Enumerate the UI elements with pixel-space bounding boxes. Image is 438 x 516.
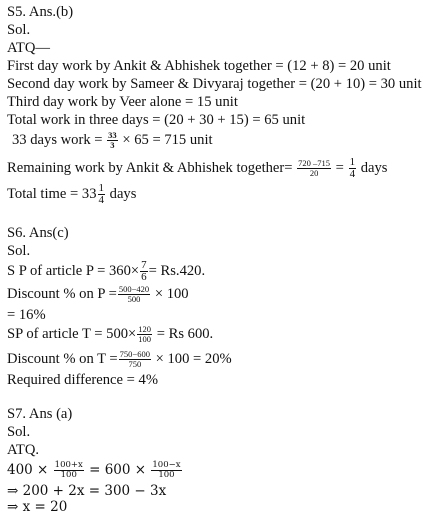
fraction-numerator: 1 [98, 182, 104, 194]
s5-line6-fraction-2 [349, 157, 357, 180]
s6-line5-fraction [119, 350, 151, 369]
s7-atq: ATQ. [7, 442, 40, 458]
s5-line6-suffix: days [360, 159, 388, 176]
s5-line7-suffix: days [109, 185, 137, 202]
s6-line4-prefix: SP of article T = 500× [7, 326, 137, 342]
s5-sol: Sol. [7, 22, 31, 38]
fraction-denominator: 6 [141, 271, 147, 283]
fraction-denominator: 100 [158, 470, 175, 480]
fraction-denominator: 4 [349, 168, 356, 180]
s6-title: S6. Ans(c) [7, 225, 69, 241]
s6-sol: Sol. [7, 243, 31, 259]
s5-line4: Total work in three days = (20 + 30 + 15) = 65 unit [7, 112, 306, 128]
s5-line5-prefix: 33 days work = [12, 132, 103, 148]
fraction-numerator: 7 [141, 259, 147, 271]
s6-line1-suffix: = Rs.420. [148, 262, 206, 279]
s5-line5-suffix: × 65 = 715 unit [122, 132, 213, 148]
s6-line2-prefix: Discount % on P = [7, 286, 117, 302]
s5-line5-fraction [107, 131, 118, 150]
s7-eq1-left: 400 × [7, 462, 49, 478]
s7-title: S7. Ans (a) [7, 406, 73, 422]
s7-sol: Sol. [7, 424, 31, 440]
s6-line1-fraction [140, 260, 148, 283]
s5-line3: Third day work by Veer alone = 15 unit [7, 94, 238, 110]
fraction-numerator: 720 –715 [298, 158, 331, 168]
s6-line2-suffix: × 100 [154, 286, 189, 302]
s7-eq1-fraction-1 [54, 461, 84, 480]
s6-line1-prefix: S P of article P = 360× [7, 262, 140, 279]
fraction-numerator: 500−420 [118, 284, 150, 295]
s6-line3: = 16% [7, 307, 46, 323]
s5-line1: First day work by Ankit & Abhishek together = (12 + 8) = 20 unit [7, 58, 391, 74]
fraction-numerator: 33 [108, 130, 117, 141]
s6-line5-prefix: Discount % on T = [7, 351, 118, 367]
s7-eq3: ⇒ x = 20 [7, 499, 68, 515]
fraction-numerator: 120 [138, 324, 152, 335]
s6-line5 [7, 350, 232, 369]
s5-title: S5. Ans.(b) [7, 4, 74, 20]
fraction-denominator: 500 [127, 294, 141, 305]
fraction-denominator: 3 [110, 140, 115, 151]
s5-line6 [7, 157, 387, 180]
s6-line2 [7, 285, 189, 304]
s5-line7 [7, 183, 136, 206]
fraction-numerator: 100−x [152, 460, 181, 470]
fraction-numerator: 1 [349, 156, 356, 168]
s6-line4-suffix: = Rs 600. [156, 326, 214, 342]
s6-line4 [7, 325, 213, 344]
fraction-numerator: 100+x [54, 460, 83, 470]
s6-line6: Required difference = 4% [7, 372, 158, 388]
fraction-denominator: 750 [128, 359, 142, 370]
s5-line7-prefix: Total time = 33 [7, 185, 97, 202]
s5-line7-fraction [98, 183, 106, 206]
fraction-denominator: 100 [60, 470, 77, 480]
s7-eq1-fraction-2 [151, 461, 181, 480]
s5-line6-eq: = [335, 159, 344, 176]
fraction-denominator: 4 [98, 194, 104, 206]
s6-line5-suffix: × 100 = 20% [155, 351, 232, 367]
s7-eq2: ⇒ 200 + 2x = 300 − 3x [7, 483, 167, 499]
s5-line6-fraction [297, 159, 331, 178]
s6-line2-fraction [118, 285, 150, 304]
fraction-denominator: 20 [309, 168, 319, 178]
s5-line5 [12, 131, 213, 150]
s5-line6-prefix: Remaining work by Ankit & Abhishek together= [7, 159, 293, 176]
s7-eq1 [7, 461, 183, 480]
fraction-denominator: 100 [138, 334, 152, 345]
s6-line4-fraction [137, 325, 152, 344]
s5-line2: Second day work by Sameer & Divyaraj together = (20 + 10) = 30 unit [7, 76, 422, 92]
s5-atq: ATQ— [7, 40, 50, 56]
s7-eq1-mid: = 600 × [89, 462, 147, 478]
s6-line1 [7, 260, 205, 283]
fraction-numerator: 750−600 [119, 349, 150, 360]
